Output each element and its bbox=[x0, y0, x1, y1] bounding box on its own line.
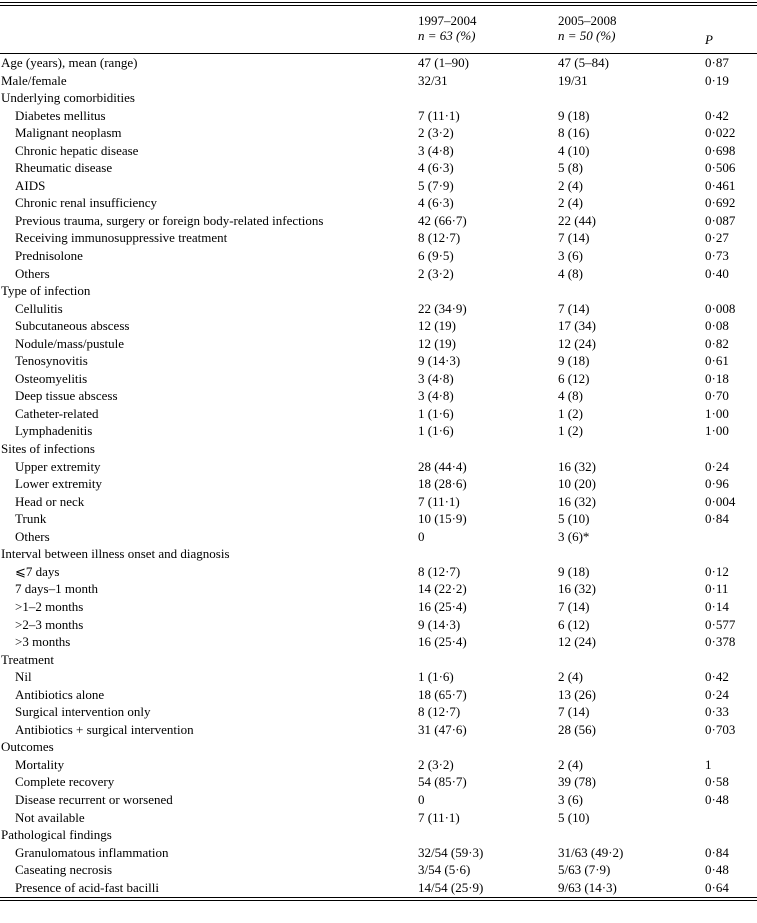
cell-2005-2008: 7 (14) bbox=[558, 300, 590, 316]
cell-2005-2008: 5 (10) bbox=[558, 809, 590, 825]
cell-p-value: 0·48 bbox=[705, 791, 729, 807]
table-row bbox=[0, 300, 757, 318]
cell-p-value: 0·48 bbox=[705, 862, 729, 878]
cell-2005-2008: 3 (6) bbox=[558, 248, 583, 264]
cell-p-value: 0·506 bbox=[705, 160, 736, 176]
cell-1997-2004: 47 (1–90) bbox=[418, 55, 469, 70]
cell-1997-2004: 10 (15·9) bbox=[418, 511, 467, 527]
row-label: Receiving immunosuppressive treatment bbox=[15, 230, 228, 246]
top-rule bbox=[0, 2, 757, 3]
row-label: Diabetes mellitus bbox=[15, 107, 106, 123]
table-row bbox=[0, 844, 757, 862]
cell-2005-2008: 7 (14) bbox=[558, 704, 590, 720]
cell-p-value: 1·00 bbox=[705, 405, 729, 421]
cell-2005-2008: 6 (12) bbox=[558, 370, 590, 386]
bottom-rule-double bbox=[0, 900, 757, 901]
cell-2005-2008: 5/63 (7·9) bbox=[558, 862, 611, 878]
cell-p-value: 0·12 bbox=[705, 563, 729, 579]
cell-p-value: 0·58 bbox=[705, 774, 729, 790]
cell-p-value: 0·087 bbox=[705, 212, 736, 228]
row-label: Lymphadenitis bbox=[15, 423, 93, 439]
table-row bbox=[0, 493, 757, 511]
row-label: Underlying comorbidities bbox=[1, 90, 135, 106]
table-row bbox=[0, 247, 757, 265]
cell-1997-2004: 9 (14·3) bbox=[418, 616, 461, 632]
cell-p-value: 0·82 bbox=[705, 335, 729, 351]
cell-2005-2008: 4 (8) bbox=[558, 388, 583, 404]
cell-2005-2008: 28 (56) bbox=[558, 721, 596, 737]
row-label: AIDS bbox=[15, 177, 46, 193]
row-label: >1–2 months bbox=[15, 598, 84, 614]
cell-p-value: 0·70 bbox=[705, 388, 729, 404]
cell-2005-2008: 3 (6)* bbox=[558, 528, 590, 544]
cell-p-value: 0·61 bbox=[705, 353, 729, 369]
column-header-p: P bbox=[705, 32, 713, 47]
row-label: Age (years), mean (range) bbox=[1, 55, 138, 70]
row-label: Caseating necrosis bbox=[15, 862, 113, 878]
cell-2005-2008: 12 (24) bbox=[558, 335, 596, 351]
cell-2005-2008: 6 (12) bbox=[558, 616, 590, 632]
cell-1997-2004: 6 (9·5) bbox=[418, 248, 454, 264]
cell-1997-2004: 9 (14·3) bbox=[418, 353, 461, 369]
cell-1997-2004: 14 (22·2) bbox=[418, 581, 467, 597]
table-row bbox=[0, 370, 757, 388]
table-section-row bbox=[0, 72, 757, 90]
cell-2005-2008: 10 (20) bbox=[558, 476, 596, 492]
cell-2005-2008: 2 (4) bbox=[558, 195, 583, 211]
table-section-row bbox=[0, 545, 757, 563]
table-row bbox=[0, 107, 757, 125]
row-label: Tenosynovitis bbox=[15, 353, 88, 369]
cell-1997-2004: 31 (47·6) bbox=[418, 721, 467, 737]
cell-2005-2008: 12 (24) bbox=[558, 634, 596, 650]
table-row bbox=[0, 510, 757, 528]
cell-1997-2004: 3/54 (5·6) bbox=[418, 862, 471, 878]
table-row bbox=[0, 177, 757, 195]
cell-p-value: 0·84 bbox=[705, 511, 729, 527]
cell-p-value: 0·24 bbox=[705, 458, 729, 474]
cell-p-value: 1·00 bbox=[705, 423, 729, 439]
cell-1997-2004: 1 (1·6) bbox=[418, 669, 454, 685]
cell-2005-2008: 13 (26) bbox=[558, 686, 596, 702]
cell-1997-2004: 7 (11·1) bbox=[418, 493, 460, 509]
table-row bbox=[0, 686, 757, 704]
cell-p-value: 0·08 bbox=[705, 318, 729, 334]
table-row bbox=[0, 791, 757, 809]
table-section-row bbox=[0, 89, 757, 107]
cell-1997-2004: 16 (25·4) bbox=[418, 598, 467, 614]
table-row bbox=[0, 229, 757, 247]
cell-p-value: 0·14 bbox=[705, 598, 729, 614]
cell-p-value: 0·022 bbox=[705, 125, 736, 141]
cell-1997-2004: 22 (34·9) bbox=[418, 300, 467, 316]
cell-2005-2008: 9 (18) bbox=[558, 563, 590, 579]
cell-p-value: 0·96 bbox=[705, 476, 729, 492]
cell-1997-2004: 12 (19) bbox=[418, 318, 456, 334]
table-row bbox=[0, 142, 757, 160]
cell-1997-2004: 3 (4·8) bbox=[418, 370, 454, 386]
row-label: Previous trauma, surgery or foreign body-related infections bbox=[15, 212, 324, 228]
cell-2005-2008: 5 (8) bbox=[558, 160, 583, 176]
cell-p-value: 0·19 bbox=[705, 72, 729, 88]
row-label: Granulomatous inflammation bbox=[15, 844, 169, 860]
table-row bbox=[0, 458, 757, 476]
row-label: 7 days–1 month bbox=[15, 581, 99, 597]
cell-1997-2004: 18 (65·7) bbox=[418, 686, 467, 702]
cell-2005-2008: 2 (4) bbox=[558, 756, 583, 772]
row-label: Antibiotics + surgical intervention bbox=[15, 721, 194, 737]
table-row bbox=[0, 756, 757, 774]
cell-p-value: 0·461 bbox=[705, 177, 736, 193]
table-row bbox=[0, 616, 757, 634]
cell-p-value: 0·73 bbox=[705, 248, 729, 264]
cell-1997-2004: 2 (3·2) bbox=[418, 265, 454, 281]
cell-p-value: 0·40 bbox=[705, 265, 729, 281]
cell-p-value: 0·577 bbox=[705, 616, 736, 632]
table-row bbox=[0, 633, 757, 651]
row-label: Lower extremity bbox=[15, 476, 102, 492]
row-label: Mortality bbox=[15, 756, 65, 772]
row-label: Pathological findings bbox=[1, 827, 112, 843]
cell-1997-2004: 4 (6·3) bbox=[418, 195, 454, 211]
row-label: Others bbox=[15, 265, 50, 281]
table-row bbox=[0, 861, 757, 879]
cell-2005-2008: 16 (32) bbox=[558, 458, 596, 474]
table-section-row bbox=[0, 440, 757, 458]
row-label: Male/female bbox=[1, 72, 67, 88]
cell-p-value: 0·42 bbox=[705, 107, 729, 123]
cell-1997-2004: 1 (1·6) bbox=[418, 423, 454, 439]
row-label: ⩽7 days bbox=[15, 563, 60, 579]
cell-2005-2008: 16 (32) bbox=[558, 581, 596, 597]
cell-1997-2004: 0 bbox=[418, 791, 425, 807]
column-header-2005-2008: 2005–2008 n = 50 (%) bbox=[558, 13, 617, 43]
row-label: Rheumatic disease bbox=[15, 160, 113, 176]
column-header-1997-2004: 1997–2004 n = 63 (%) bbox=[418, 13, 477, 43]
cell-1997-2004: 54 (85·7) bbox=[418, 774, 467, 790]
cell-p-value: 0·64 bbox=[705, 879, 729, 895]
cell-1997-2004: 42 (66·7) bbox=[418, 212, 467, 228]
row-label: Nil bbox=[15, 669, 32, 685]
row-label: Treatment bbox=[1, 651, 54, 667]
cell-2005-2008: 4 (8) bbox=[558, 265, 583, 281]
cell-p-value: 0·11 bbox=[705, 581, 729, 597]
row-label: Deep tissue abscess bbox=[15, 388, 118, 404]
cell-p-value: 0·84 bbox=[705, 844, 729, 860]
row-label: Trunk bbox=[15, 511, 47, 527]
table-body bbox=[0, 54, 757, 896]
cell-2005-2008: 2 (4) bbox=[558, 177, 583, 193]
cell-p-value: 0·692 bbox=[705, 195, 736, 211]
data-table bbox=[0, 2, 757, 901]
cell-1997-2004: 3 (4·8) bbox=[418, 388, 454, 404]
table-row bbox=[0, 159, 757, 177]
cell-p-value: 0·33 bbox=[705, 704, 729, 720]
row-label: Others bbox=[15, 528, 50, 544]
cell-p-value: 0·24 bbox=[705, 686, 729, 702]
table-row bbox=[0, 265, 757, 283]
cell-p-value: 0·008 bbox=[705, 300, 736, 316]
cell-p-value: 0·27 bbox=[705, 230, 729, 246]
cell-1997-2004: 8 (12·7) bbox=[418, 230, 461, 246]
table-row bbox=[0, 335, 757, 353]
row-label: Upper extremity bbox=[15, 458, 101, 474]
cell-1997-2004: 0 bbox=[418, 528, 425, 544]
cell-1997-2004: 14/54 (25·9) bbox=[418, 879, 484, 895]
table-row bbox=[0, 352, 757, 370]
cell-2005-2008: 31/63 (49·2) bbox=[558, 844, 624, 860]
row-label: Head or neck bbox=[15, 493, 85, 509]
cell-2005-2008: 16 (32) bbox=[558, 493, 596, 509]
cell-2005-2008: 22 (44) bbox=[558, 212, 596, 228]
row-label: Chronic renal insufficiency bbox=[15, 195, 157, 211]
row-label: Surgical intervention only bbox=[15, 704, 151, 720]
row-label: Disease recurrent or worsened bbox=[15, 791, 173, 807]
table-row bbox=[0, 387, 757, 405]
cell-2005-2008: 39 (78) bbox=[558, 774, 596, 790]
row-label: Prednisolone bbox=[15, 248, 83, 264]
row-label: >2–3 months bbox=[15, 616, 84, 632]
table-row bbox=[0, 879, 757, 897]
row-label: Presence of acid-fast bacilli bbox=[15, 879, 160, 895]
table-row bbox=[0, 668, 757, 686]
cell-1997-2004: 8 (12·7) bbox=[418, 704, 461, 720]
cell-1997-2004: 5 (7·9) bbox=[418, 177, 454, 193]
cell-1997-2004: 7 (11·1) bbox=[418, 107, 460, 123]
cell-1997-2004: 3 (4·8) bbox=[418, 142, 454, 158]
cell-2005-2008: 1 (2) bbox=[558, 423, 583, 439]
row-label: Cellulitis bbox=[15, 300, 63, 316]
row-label: Outcomes bbox=[1, 739, 54, 755]
cell-2005-2008: 9 (18) bbox=[558, 107, 590, 123]
table-row bbox=[0, 405, 757, 423]
table-section-row bbox=[0, 826, 757, 844]
table-row bbox=[0, 475, 757, 493]
cell-1997-2004: 1 (1·6) bbox=[418, 405, 454, 421]
cell-p-value: 0·18 bbox=[705, 370, 729, 386]
cell-1997-2004: 16 (25·4) bbox=[418, 634, 467, 650]
cell-2005-2008: 9 (18) bbox=[558, 353, 590, 369]
cell-1997-2004: 7 (11·1) bbox=[418, 809, 460, 825]
row-label: Chronic hepatic disease bbox=[15, 142, 139, 158]
row-label: Catheter-related bbox=[15, 405, 99, 421]
table-row bbox=[0, 773, 757, 791]
cell-2005-2008: 47 (5–84) bbox=[558, 55, 609, 70]
table-section-row bbox=[0, 282, 757, 300]
cell-1997-2004: 32/31 bbox=[418, 72, 448, 88]
cell-2005-2008: 7 (14) bbox=[558, 230, 590, 246]
cell-1997-2004: 2 (3·2) bbox=[418, 125, 454, 141]
row-label: Not available bbox=[15, 809, 85, 825]
row-label: >3 months bbox=[15, 634, 71, 650]
cell-2005-2008: 4 (10) bbox=[558, 142, 590, 158]
table-row bbox=[0, 212, 757, 230]
cell-2005-2008: 2 (4) bbox=[558, 669, 583, 685]
cell-2005-2008: 9/63 (14·3) bbox=[558, 879, 617, 895]
cell-p-value: 0·004 bbox=[705, 493, 736, 509]
cell-2005-2008: 3 (6) bbox=[558, 791, 583, 807]
row-label: Type of infection bbox=[1, 283, 91, 299]
cell-1997-2004: 8 (12·7) bbox=[418, 563, 461, 579]
table-row bbox=[0, 528, 757, 546]
row-label: Nodule/mass/pustule bbox=[15, 335, 125, 351]
cell-2005-2008: 19/31 bbox=[558, 72, 588, 88]
row-label: Osteomyelitis bbox=[15, 370, 88, 386]
cell-2005-2008: 5 (10) bbox=[558, 511, 590, 527]
table-row bbox=[0, 703, 757, 721]
cell-2005-2008: 1 (2) bbox=[558, 405, 583, 421]
table-section-row bbox=[0, 54, 757, 72]
bottom-rule bbox=[0, 897, 757, 898]
row-label: Subcutaneous abscess bbox=[15, 318, 130, 334]
table-row bbox=[0, 194, 757, 212]
table-row bbox=[0, 422, 757, 440]
cell-1997-2004: 2 (3·2) bbox=[418, 756, 454, 772]
cell-1997-2004: 4 (6·3) bbox=[418, 160, 454, 176]
cell-p-value: 0·87 bbox=[705, 55, 729, 70]
table-section-row bbox=[0, 651, 757, 669]
cell-p-value: 1 bbox=[705, 756, 712, 772]
cell-p-value: 0·703 bbox=[705, 721, 736, 737]
cell-2005-2008: 7 (14) bbox=[558, 598, 590, 614]
table-row bbox=[0, 721, 757, 739]
cell-2005-2008: 8 (16) bbox=[558, 125, 590, 141]
cell-1997-2004: 28 (44·4) bbox=[418, 458, 467, 474]
cell-p-value: 0·378 bbox=[705, 634, 736, 650]
row-label: Complete recovery bbox=[15, 774, 115, 790]
cell-1997-2004: 32/54 (59·3) bbox=[418, 844, 484, 860]
row-label: Interval between illness onset and diagnosis bbox=[1, 546, 230, 562]
table-row bbox=[0, 563, 757, 581]
table-row bbox=[0, 580, 757, 598]
row-label: Antibiotics alone bbox=[15, 686, 105, 702]
table-row bbox=[0, 598, 757, 616]
cell-2005-2008: 17 (34) bbox=[558, 318, 596, 334]
table-header bbox=[0, 6, 757, 53]
row-label: Sites of infections bbox=[1, 441, 95, 457]
cell-1997-2004: 12 (19) bbox=[418, 335, 456, 351]
table-row bbox=[0, 317, 757, 335]
cell-p-value: 0·698 bbox=[705, 142, 736, 158]
table-row bbox=[0, 809, 757, 827]
cell-1997-2004: 18 (28·6) bbox=[418, 476, 467, 492]
table-row bbox=[0, 124, 757, 142]
row-label: Malignant neoplasm bbox=[15, 125, 122, 141]
table-section-row bbox=[0, 738, 757, 756]
cell-p-value: 0·42 bbox=[705, 669, 729, 685]
